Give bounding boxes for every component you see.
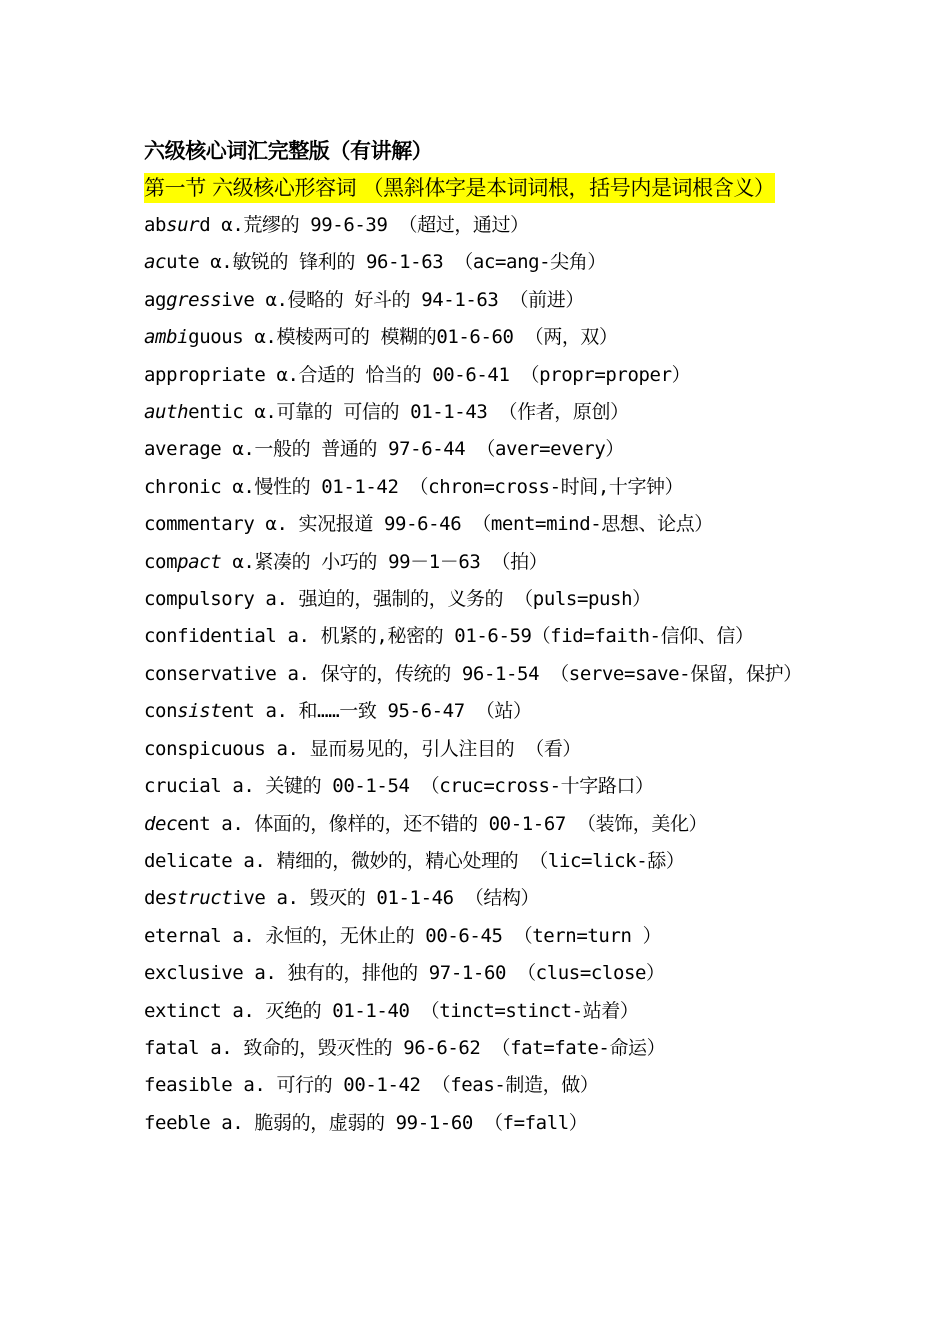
headword: [144, 1074, 232, 1096]
headword: [144, 289, 254, 311]
definition: a. 可行的 00-1-42 （feas-制造，做）: [232, 1074, 599, 1097]
vocab-entry: [144, 1030, 816, 1067]
word-part: confidential: [144, 625, 277, 648]
definition: a. 保守的，传统的 96-1-54 （serve=save-保留，保护）: [276, 662, 802, 685]
word-root: struct: [166, 887, 233, 910]
word-part: ent: [221, 700, 255, 723]
vocab-entry: [144, 693, 816, 730]
word-part: feeble: [144, 1111, 211, 1134]
word-part: eternal: [144, 924, 222, 947]
vocab-entry: [144, 768, 816, 805]
headword: [144, 775, 221, 797]
vocab-entry: [144, 506, 816, 543]
definition: α.一般的 普通的 97-6-44 （aver=every）: [221, 438, 624, 461]
headword: [144, 663, 276, 685]
headword: [144, 214, 210, 236]
headword: [144, 438, 221, 460]
vocab-entry: [144, 469, 816, 506]
word-part: ab: [144, 214, 167, 236]
definition: a. 独有的，排他的 97-1-60 （clus=close）: [243, 962, 665, 985]
definition: α.侵略的 好斗的 94-1-63 （前进）: [254, 288, 584, 311]
word-part: ute: [166, 251, 200, 274]
headword: [144, 738, 265, 760]
vocab-entry: [144, 955, 816, 992]
headword: [144, 887, 265, 909]
word-root: pact: [177, 550, 222, 573]
vocab-entry: [144, 880, 816, 917]
headword: [144, 925, 221, 947]
definition: a. 机紧的,秘密的 01-6-59（fid=faith-信仰、信）: [276, 625, 754, 648]
headword: [144, 700, 254, 722]
headword: [144, 326, 243, 348]
definition: α. 实况报道 99-6-46 （ment=mind-思想、论点）: [254, 513, 713, 536]
word-part: compulsory: [144, 588, 255, 611]
word-root: sur: [166, 214, 200, 236]
vocab-entry: [144, 656, 816, 693]
word-part: de: [144, 887, 167, 910]
definition: a. 脆弱的，虚弱的 99-1-60 （f=fall）: [210, 1111, 588, 1134]
word-root: ambi: [144, 326, 189, 349]
definition: α.可靠的 可信的 01-1-43 （作者，原创）: [243, 401, 629, 424]
vocabulary-list: [144, 132, 816, 1142]
vocab-entry: [144, 282, 816, 319]
word-part: d: [199, 214, 211, 236]
headword: [144, 551, 221, 573]
definition: α.荒缪的 99-6-39 （超过，通过）: [210, 214, 529, 236]
headword: [144, 850, 232, 872]
definition: a. 关键的 00-1-54 （cruc=cross-十字路口）: [221, 775, 654, 798]
word-part: con: [144, 700, 178, 723]
word-root: auth: [144, 401, 189, 424]
highlighted-heading-text: 第一节 六级核心形容词 （黑斜体字是本词词根，括号内是词根含义）: [144, 173, 775, 203]
word-part: commentary: [144, 513, 255, 536]
word-part: delicate: [144, 849, 233, 872]
vocab-entry: [144, 207, 816, 244]
vocab-entry: [144, 918, 816, 955]
headword: [144, 962, 243, 984]
word-part: exclusive: [144, 962, 244, 985]
headword: [144, 513, 254, 535]
vocab-entry: [144, 431, 816, 468]
vocab-entry: [144, 1105, 816, 1142]
word-part: ive: [232, 887, 266, 910]
document-title: 六级核心词汇完整版（有讲解）: [144, 139, 433, 163]
definition: α.合适的 恰当的 00-6-41 （propr=proper）: [265, 363, 691, 386]
word-root: dec: [144, 812, 178, 835]
headword: [144, 1000, 221, 1022]
definition: α.敏锐的 锋利的 96-1-63 （ac=ang-尖角）: [199, 251, 606, 274]
word-part: conspicuous: [144, 737, 266, 760]
definition: a. 精细的，微妙的，精心处理的 （lic=lick-舔）: [232, 849, 685, 872]
headword: [144, 625, 276, 647]
word-part: extinct: [144, 999, 222, 1022]
vocab-entry: [144, 731, 816, 768]
definition: a. 体面的，像样的，还不错的 00-1-67 （装饰，美化）: [210, 812, 708, 835]
vocab-entry: [144, 581, 816, 618]
headword: [144, 401, 243, 423]
definition: α.紧凑的 小巧的 99－1－63 （拍）: [221, 550, 548, 573]
definition: α.模棱两可的 模糊的01-6-60 （两，双）: [243, 326, 618, 349]
vocab-entry: [144, 357, 816, 394]
word-part: feasible: [144, 1074, 233, 1097]
word-part: ag: [144, 288, 167, 311]
entry-list: [144, 207, 816, 1142]
definition: a. 致命的，毁灭性的 96-6-62 （fat=fate-命运）: [199, 1036, 666, 1059]
word-root: ac: [144, 251, 167, 274]
vocab-entry: [144, 806, 816, 843]
definition: a. 强迫的，强制的，义务的 （puls=push）: [254, 588, 651, 611]
word-root: gress: [166, 288, 222, 311]
word-part: crucial: [144, 775, 222, 798]
word-part: ive: [221, 288, 255, 311]
definition: α.慢性的 01-1-42 （chron=cross-时间,十字钟）: [221, 475, 684, 498]
word-part: fatal: [144, 1036, 200, 1059]
definition: a. 永恒的，无休止的 00-6-45 （tern=turn ）: [221, 924, 662, 947]
vocab-entry: [144, 244, 816, 281]
word-part: average: [144, 438, 222, 461]
headword: [144, 1112, 210, 1134]
headword: [144, 1037, 199, 1059]
definition: a. 毁灭的 01-1-46 （结构）: [265, 887, 540, 910]
section-heading: [144, 170, 816, 207]
vocab-entry: [144, 319, 816, 356]
word-part: entic: [188, 401, 244, 424]
word-part: conservative: [144, 662, 277, 685]
vocab-entry: [144, 618, 816, 655]
headword: [144, 476, 221, 498]
word-part: chronic: [144, 475, 222, 498]
word-part: ent: [177, 812, 211, 835]
word-part: appropriate: [144, 363, 266, 386]
vocab-entry: [144, 843, 816, 880]
word-root: sist: [177, 700, 222, 723]
vocab-entry: [144, 394, 816, 431]
headword: [144, 251, 199, 273]
vocab-entry: [144, 993, 816, 1030]
definition: a. 和……一致 95-6-47 （站）: [254, 700, 532, 723]
headword: [144, 813, 210, 835]
vocab-entry: [144, 1067, 816, 1104]
vocab-entry: [144, 544, 816, 581]
headword: [144, 364, 265, 386]
definition: a. 显而易见的，引人注目的 （看）: [265, 737, 582, 760]
word-part: guous: [188, 326, 244, 349]
definition: a. 灭绝的 01-1-40 （tinct=stinct-站着）: [221, 999, 639, 1022]
headword: [144, 588, 254, 610]
word-part: com: [144, 550, 178, 573]
